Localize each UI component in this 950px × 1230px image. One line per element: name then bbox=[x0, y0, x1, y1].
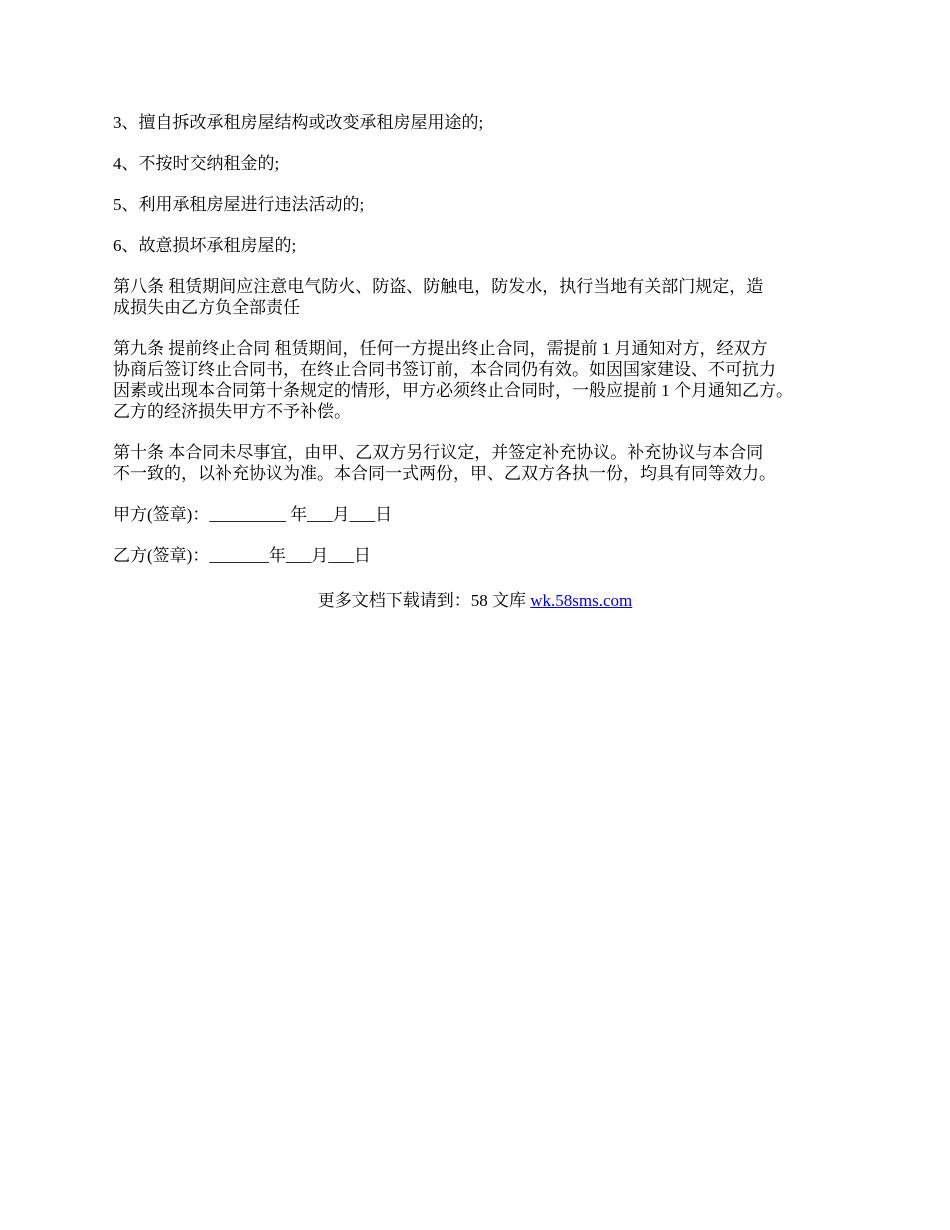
article-9-line: 乙方的经济损失甲方不予补偿。 bbox=[113, 402, 351, 421]
article-8-line: 成损失由乙方负全部责任 bbox=[113, 298, 300, 317]
footer-text: 更多文档下载请到：58 文库 bbox=[317, 591, 531, 610]
clause-3: 3、擅自拆改承租房屋结构或改变承租房屋用途的; bbox=[113, 113, 484, 132]
document-body bbox=[113, 112, 853, 586]
article-8-line: 第八条 租赁期间应注意电气防火、防盗、防触电，防发水，执行当地有关部门规定，造 bbox=[113, 277, 764, 296]
article-10-line: 不一致的，以补充协议为准。本合同一式两份，甲、乙双方各执一份，均具有同等效力。 bbox=[113, 464, 776, 483]
article-9-line: 因素或出现本合同第十条规定的情形，甲方必须终止合同时，一般应提前 1 个月通知乙方。 bbox=[113, 381, 793, 400]
signature-party-b: 乙方(签章)：_______年___月___日 bbox=[113, 546, 371, 565]
article-8 bbox=[113, 276, 853, 318]
footer-link[interactable]: wk.58sms.com bbox=[530, 591, 633, 610]
clause-4: 4、不按时交纳租金的; bbox=[113, 154, 280, 173]
signature-party-a: 甲方(签章)：_________ 年___月___日 bbox=[113, 505, 393, 524]
clause-5: 5、利用承租房屋进行违法活动的; bbox=[113, 195, 365, 214]
clause-6: 6、故意损坏承租房屋的; bbox=[113, 236, 297, 255]
article-9-line: 协商后签订终止合同书，在终止合同书签订前，本合同仍有效。如因国家建设、不可抗力 bbox=[113, 360, 776, 379]
article-9-line: 第九条 提前终止合同 租赁期间，任何一方提出终止合同，需提前 1 月通知对方，经双方 bbox=[113, 339, 768, 358]
article-10-line: 第十条 本合同未尽事宜，由甲、乙双方另行议定，并签定补充协议。补充协议与本合同 bbox=[113, 443, 764, 462]
footer bbox=[0, 590, 950, 611]
article-10 bbox=[113, 442, 853, 484]
article-9 bbox=[113, 338, 853, 422]
